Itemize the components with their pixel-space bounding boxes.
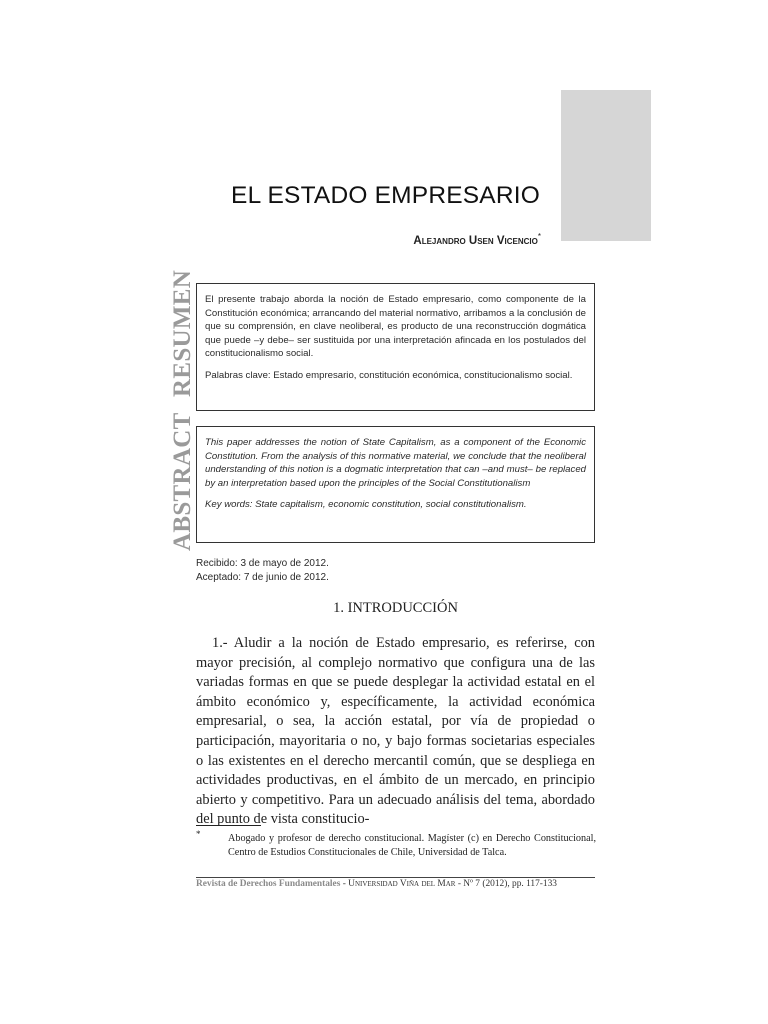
body-paragraph: 1.- Aludir a la noción de Estado empresario, es referirse, con mayor precisión, al complejo normativo que configura una de las variadas formas en que se puede desplegar la actividad estatal en el ámbito económico y, específicamente, la actividad económica empresarial, o sea, la acción estatal, por vía de propiedad o participación, mayoritaria o no, y bajo formas societarias especiales o las existentes en el derecho mercantil común, que se despliega en actividades productivas, en el ámbito de un mercado, en principio abierto y competitivo. Para un adecuado análisis del tema, abordado del punto de vista constitucio- <box>196 635 595 828</box>
footer-rule <box>196 877 595 878</box>
journal-name: Revista de Derechos Fundamentales <box>196 879 341 889</box>
abstract-box <box>196 426 595 543</box>
resumen-text: El presente trabajo aborda la noción de Estado empresario, como componente de la Constitución económica; arrancando del material normativo, arribamos a la conclusión de que su comprensión, en clave neoliberal, es producto de una reconstrucción dogmática que puede –y debe– ser sustituida por una interpretación afincada en los postulados del constitucionalismo social. <box>205 294 586 359</box>
footnote-rule <box>196 825 261 826</box>
article-title: EL ESTADO EMPRESARIO <box>231 182 540 209</box>
author-footnote-mark: * <box>537 232 541 241</box>
resumen-label: RESUMEN <box>169 269 196 397</box>
decorative-gray-tab <box>561 90 651 241</box>
accepted-date: Aceptado: 7 de junio de 2012. <box>196 572 329 583</box>
received-date: Recibido: 3 de mayo de 2012. <box>196 558 329 569</box>
issue-info: - Nº 7 (2012), pp. 117-133 <box>455 879 557 889</box>
author-name: Alejandro Usen Vicencio <box>413 234 538 247</box>
resumen-box <box>196 283 595 411</box>
university-name: Universidad Viña del Mar <box>348 879 456 889</box>
article-author <box>413 232 541 247</box>
abstract-label: ABSTRACT <box>169 412 196 551</box>
footnote-mark: * <box>196 829 201 839</box>
section-heading: 1. INTRODUCCIÓN <box>333 600 458 616</box>
dates-block <box>196 557 329 585</box>
footer-separator: - <box>340 879 349 889</box>
resumen-keywords: Palabras clave: Estado empresario, constitución económica, constitucionalismo social. <box>205 369 573 381</box>
abstract-text: This paper addresses the notion of State Capitalism, as a component of the Economic Constitution. From the analysis of this normative material, we conclude that the neoliberal understanding of this notion is a dogmatic interpretation that can –and must– be replaced by an interpretation based upon the principles of the Social Constitutionalism <box>205 437 586 489</box>
page-footer <box>196 879 596 889</box>
footnote-text: Abogado y profesor de derecho constitucional. Magíster (c) en Derecho Constitucional, Centro de Estudios Constitucionales de Chile, Universidad de Talca. <box>228 833 596 858</box>
abstract-keywords: Key words: State capitalism, economic constitution, social constitutionalism. <box>205 499 527 510</box>
